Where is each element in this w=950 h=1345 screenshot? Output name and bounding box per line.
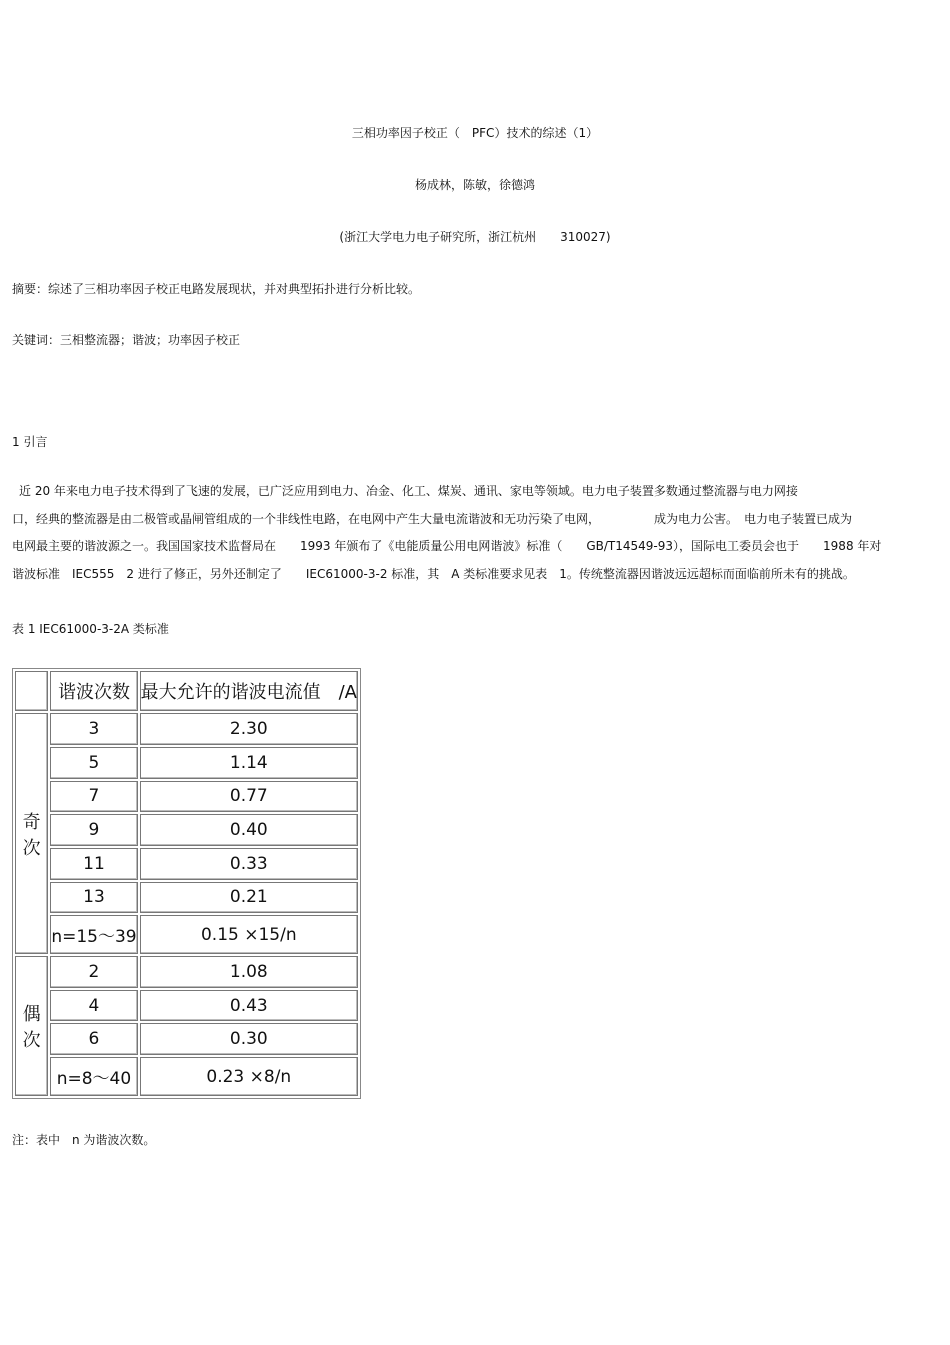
harmonic-order-cell: n=8～40 [50, 1057, 137, 1096]
harmonic-order-cell: 3 [50, 713, 137, 745]
group-label: 偶次 [15, 956, 48, 1096]
table-row [15, 848, 358, 880]
intro-line: 电网最主要的谐波源之一。我国国家技术监督局在 1993 年颁布了《电能质量公用电网谐波》标准（ GB/T14549-93），国际电工委员会也于 1988 年对 [12, 539, 882, 553]
table-header-cell: 最大允许的谐波电流值 /A [140, 671, 358, 711]
table-row [15, 1023, 358, 1055]
intro-paragraph [12, 478, 940, 588]
paper-title: 三相功率因子校正（ PFC）技术的综述（1） [351, 126, 599, 140]
harmonic-order-cell: 9 [50, 814, 137, 846]
current-value-cell: 2.30 [140, 713, 358, 745]
harmonic-order-cell: 7 [50, 781, 137, 813]
current-value-cell: 0.77 [140, 781, 358, 813]
section-heading: 1 引言 [12, 435, 48, 449]
intro-line: 口，经典的整流器是由二极管或晶闸管组成的一个非线性电路，在电网中产生大量电流谐波和无功污染了电网， 成为电力公害。 电力电子装置已成为 [12, 511, 853, 526]
harmonic-order-cell: 2 [50, 956, 137, 988]
current-value-cell: 1.14 [140, 747, 358, 779]
intro-line: 近 20 年来电力电子技术得到了飞速的发展，已广泛应用到电力、冶金、化工、煤炭、通讯、家电等领域。电力电子装置多数通过整流器与电力网接 [19, 484, 798, 498]
current-value-cell: 1.08 [140, 956, 358, 988]
table-row [15, 1057, 358, 1096]
harmonic-order-cell: 5 [50, 747, 137, 779]
table-row [15, 713, 358, 745]
current-value-cell: 0.43 [140, 990, 358, 1022]
current-value-cell: 0.23 ×8/n [140, 1057, 358, 1096]
harmonic-order-cell: 4 [50, 990, 137, 1022]
harmonic-order-cell: 6 [50, 1023, 137, 1055]
group-label: 奇次 [15, 713, 48, 954]
harmonic-order-cell: 13 [50, 882, 137, 914]
table-header-cell [15, 671, 48, 711]
harmonic-limit-table [12, 668, 361, 1099]
table-row [15, 814, 358, 846]
table-row [15, 915, 358, 954]
keywords: 关键词：三相整流器；谐波；功率因子校正 [12, 333, 241, 347]
abstract: 摘要：综述了三相功率因子校正电路发展现状，并对典型拓扑进行分析比较。 [12, 282, 421, 296]
table-row [15, 781, 358, 813]
table-row [15, 956, 358, 988]
current-value-cell: 0.33 [140, 848, 358, 880]
harmonic-order-cell: 11 [50, 848, 137, 880]
current-value-cell: 0.30 [140, 1023, 358, 1055]
table-row [15, 990, 358, 1022]
paper-authors: 杨成林，陈敏，徐德鸿 [414, 178, 535, 192]
current-value-cell: 0.21 [140, 882, 358, 914]
table-note: 注：表中 n 为谐波次数。 [12, 1133, 156, 1147]
table-caption: 表 1 IEC61000-3-2A 类标准 [12, 622, 169, 636]
paper-affiliation: (浙江大学电力电子研究所，浙江杭州 310027) [339, 230, 611, 244]
intro-line: 谐波标准 IEC555 2 进行了修正，另外还制定了 IEC61000-3-2 标准，其 A 类标准要求见表 1。传统整流器因谐波远远超标而面临前所未有的挑战。 [12, 566, 855, 581]
table-header-row [15, 671, 358, 711]
current-value-cell: 0.40 [140, 814, 358, 846]
table-row [15, 747, 358, 779]
current-value-cell: 0.15 ×15/n [140, 915, 358, 954]
harmonic-order-cell: n=15～39 [50, 915, 137, 954]
table-row [15, 882, 358, 914]
table-header-cell: 谐波次数 [50, 671, 137, 711]
